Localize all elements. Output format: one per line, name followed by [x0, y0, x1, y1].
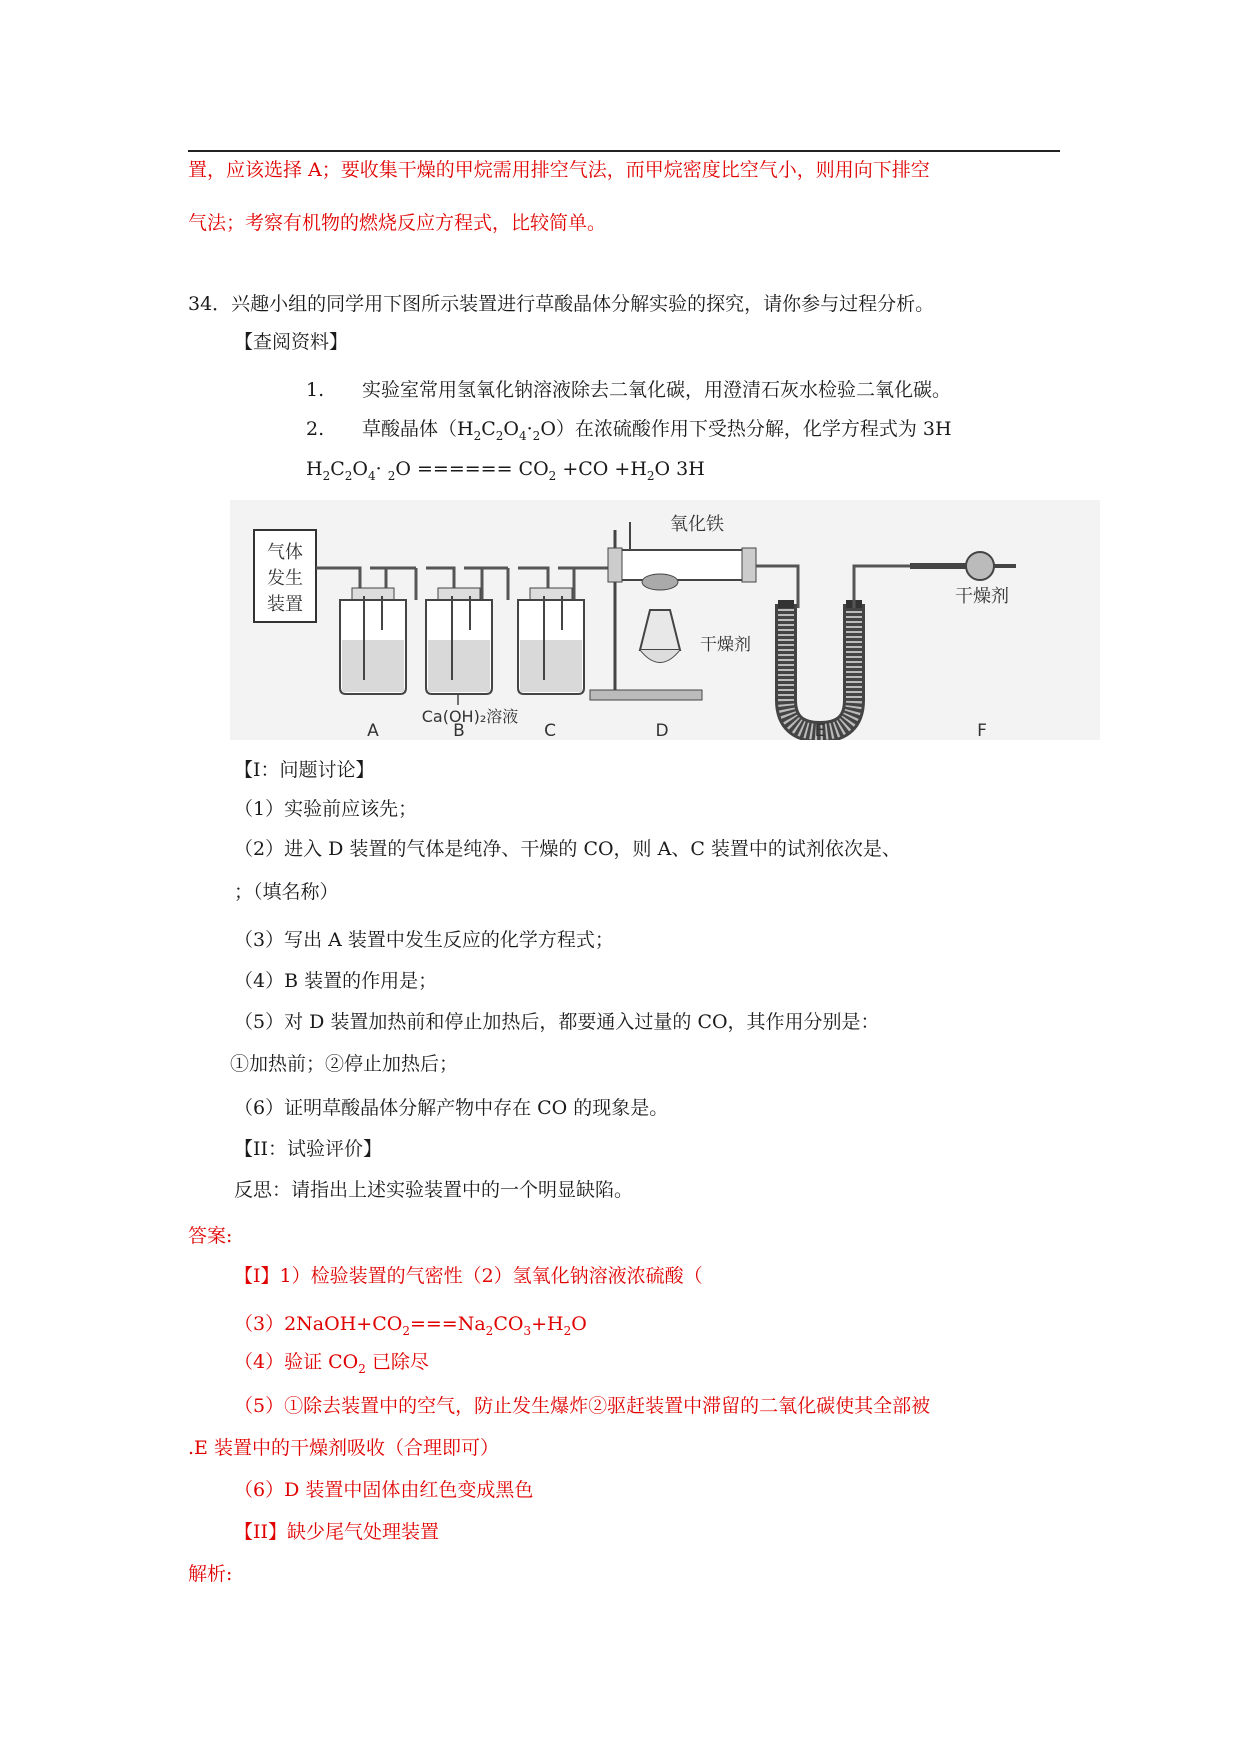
answer-part-ii: 【II】缺少尾气处理装置 [234, 1521, 440, 1543]
decomposition-equation: $H_2C_2O_4\cdot _2O$ ====== $CO_2 +CO +H_2O$ 3H [306, 458, 705, 483]
letter-b: B [453, 721, 465, 740]
ref-1-number: 1. [306, 379, 325, 401]
reflection-prompt: 反思：请指出上述实验装置中的一个明显缺陷。 [234, 1179, 634, 1201]
top-rule [188, 150, 1060, 152]
discussion-header: 【I：问题讨论】 [234, 759, 375, 781]
ref-1-text: 实验室常用氢氧化钠溶液除去二氧化碳，用澄清石灰水检验二氧化碳。 [362, 379, 952, 401]
prev-answer-line-1: 置，应该选择 A；要收集干燥的甲烷需用排空气法，而甲烷密度比空气小，则用向下排空 [188, 159, 930, 181]
discussion-q1: （1）实验前应该先； [234, 798, 418, 820]
letter-c: C [544, 721, 556, 740]
answer-label: 答案: [188, 1225, 233, 1247]
answer-part-3: $(3)2NaOH+CO_2===Na_2CO_3+H_2O$ [234, 1313, 587, 1338]
question-stem: 34．兴趣小组的同学用下图所示装置进行草酸晶体分解实验的探究，请你参与过程分析。 [188, 293, 935, 315]
answer-part-5-cont: .E 装置中的干燥剂吸收（合理即可） [188, 1437, 499, 1459]
bottle-a [340, 588, 406, 694]
gen-label-2: 发生 [267, 568, 303, 589]
answer-part-5: （5）①除去装置中的空气，防止发生爆炸②驱赶装置中滞留的二氧化碳使其全部被 [234, 1395, 931, 1417]
discussion-q4: （4）B 装置的作用是； [234, 970, 438, 992]
gen-label-1: 气体 [267, 542, 303, 563]
discussion-q2: （2）进入 D 装置的气体是纯净、干燥的 CO，则 A、C 装置中的试剂依次是、 [234, 838, 901, 860]
oxide-label: 氧化铁 [670, 514, 724, 535]
apparatus-diagram [230, 500, 1100, 740]
letter-e: E [814, 721, 826, 740]
discussion-q5: （5）对 D 装置加热前和停止加热后，都要通入过量的 CO，其作用分别是： [234, 1011, 880, 1033]
answer-part-1: 【I】1）检验装置的气密性（2）氢氧化钠溶液浓硫酸（ [234, 1265, 703, 1287]
bottle-b [426, 588, 492, 694]
bottle-c [518, 588, 584, 694]
analysis-label: 解析: [188, 1563, 233, 1585]
gas-generator-box [254, 530, 316, 622]
letter-d: D [655, 721, 669, 740]
discussion-q5-cont: ①加热前；②停止加热后； [230, 1053, 459, 1075]
ref-2-text: 草酸晶体$(H_2C_2O_4\cdot_2O)$在浓硫酸作用下受热分解，化学方程式为 3H [362, 418, 952, 443]
caoh-label: Ca(OH)₂溶液 [421, 707, 519, 726]
desiccant-e-label: 干燥剂 [700, 635, 751, 655]
ref-2-number: 2. [306, 418, 325, 440]
discussion-q3: （3）写出 A 装置中发生反应的化学方程式； [234, 929, 614, 951]
answer-part-4: （4）验证 $CO_2$ 已除尽 [234, 1351, 429, 1376]
desiccant-f-label: 干燥剂 [955, 586, 1009, 607]
gen-label-3: 装置 [267, 594, 303, 615]
section-reference: 【查阅资料】 [234, 331, 349, 353]
answer-part-6: （6）D 装置中固体由红色变成黑色 [234, 1479, 534, 1501]
discussion-q6: （6）证明草酸晶体分解产物中存在 CO 的现象是。 [234, 1097, 669, 1119]
discussion-q2-cont: ；（填名称） [234, 881, 339, 903]
letter-f: F [977, 721, 987, 740]
letter-a: A [367, 721, 379, 740]
evaluation-header: 【II：试验评价】 [234, 1138, 383, 1160]
prev-answer-line-2: 气法；考察有机物的燃烧反应方程式，比较简单。 [188, 212, 607, 234]
